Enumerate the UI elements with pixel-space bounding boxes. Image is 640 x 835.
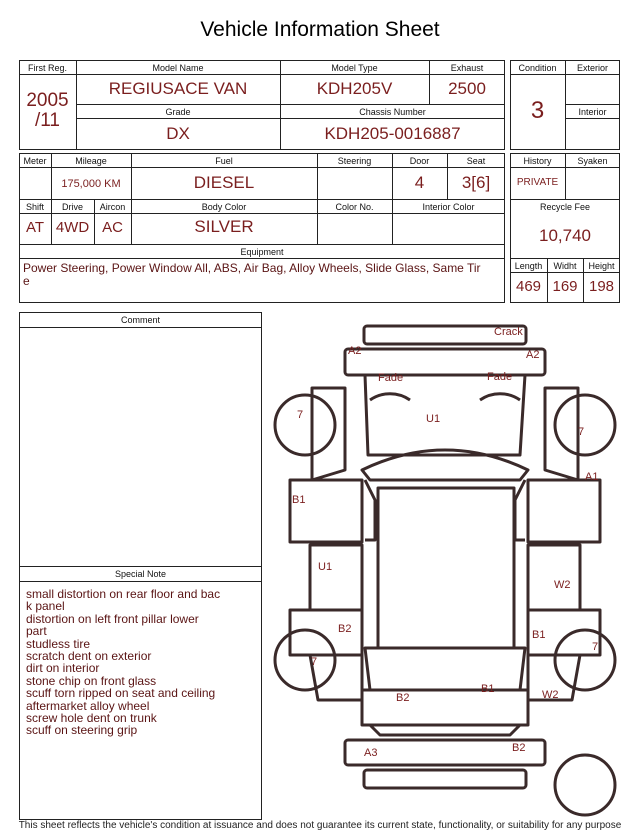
- disclaimer-footer: This sheet reflects the vehicle's condition at issuance and does not guarantee its current state, functionality, or suitability for any purpose: [18, 820, 622, 831]
- model-type-value: KDH205V: [316, 79, 393, 98]
- back-door: [362, 690, 528, 725]
- mark-wheel-fl: 7: [297, 409, 304, 421]
- mark-wheel-rl: 7: [311, 656, 318, 668]
- wheel-front-right: [555, 395, 615, 455]
- special-note-list: [26, 588, 258, 737]
- interior-color-label: Interior Color: [422, 202, 475, 212]
- right-front-fender: [545, 388, 578, 480]
- mark-w2-right: W2: [554, 579, 571, 591]
- equipment-line-1: Power Steering, Power Window All, ABS, Air Bag, Alloy Wheels, Slide Glass, Same Tir: [23, 261, 481, 275]
- steering-label: Steering: [337, 156, 372, 166]
- first-reg-month: /11: [34, 110, 60, 131]
- left-front-door: [290, 480, 362, 542]
- mark-w2-bottom: W2: [542, 689, 559, 701]
- left-front-fender: [312, 388, 345, 480]
- fuel-value: DIESEL: [193, 173, 255, 192]
- exterior-label: Exterior: [576, 63, 608, 73]
- chassis-number-label: Chassis Number: [359, 107, 426, 117]
- length-value: 469: [515, 278, 542, 295]
- mark-b1-right: B1: [532, 629, 546, 641]
- mark-wheel-rr: 7: [592, 641, 599, 653]
- special-note-item: aftermarket alloy wheel: [26, 698, 150, 713]
- exhaust-value: 2500: [448, 79, 486, 98]
- drive-value: 4WD: [55, 219, 90, 236]
- seat-label: Seat: [466, 156, 486, 166]
- syaken-label: Syaken: [577, 156, 608, 166]
- width-value: 169: [552, 278, 578, 295]
- recycle-fee-label: Recycle Fee: [539, 202, 591, 212]
- equipment-text: [23, 262, 503, 288]
- interior-label: Interior: [578, 107, 607, 117]
- drive-label: Drive: [61, 202, 83, 212]
- special-note-item: part: [26, 624, 47, 639]
- chassis-number-value: KDH205-0016887: [324, 124, 461, 143]
- door-value: 4: [414, 173, 425, 192]
- spare-wheel: [555, 755, 615, 815]
- mileage-value: 175,000 KM: [61, 178, 121, 190]
- equipment-line-2: e: [23, 274, 30, 288]
- condition-grade: 3: [530, 97, 545, 124]
- shift-value: AT: [25, 219, 45, 236]
- body-color-label: Body Color: [201, 202, 247, 212]
- wheel-rear-left: [275, 630, 335, 690]
- mark-b2-bottom: B2: [396, 692, 410, 704]
- right-inner-window: [515, 480, 525, 540]
- hood: [365, 375, 525, 455]
- mark-fade-right: Fade: [487, 371, 513, 383]
- mark-u1-top: U1: [426, 413, 441, 425]
- aircon-label: Aircon: [99, 202, 126, 212]
- condition-label: Condition: [518, 63, 557, 73]
- special-note-item: studless tire: [26, 636, 91, 651]
- vehicle-damage-diagram: [270, 318, 620, 818]
- model-type-label: Model Type: [331, 63, 378, 73]
- rear-step: [364, 770, 526, 788]
- history-value: PRIVATE: [516, 177, 559, 188]
- shift-label: Shift: [25, 202, 44, 212]
- mark-b1-bottom: B1: [481, 683, 495, 695]
- model-name-label: Model Name: [152, 63, 204, 73]
- history-label: History: [523, 156, 552, 166]
- special-note-item: scuff on steering grip: [26, 723, 138, 738]
- mark-wheel-fr: 7: [578, 426, 585, 438]
- right-slide-door: [528, 545, 580, 610]
- recycle-fee-value: 10,740: [539, 226, 591, 245]
- door-label: Door: [409, 156, 430, 166]
- rear-window: [365, 648, 525, 690]
- special-note-label: Special Note: [114, 569, 167, 579]
- special-note-item: screw hole dent on trunk: [26, 711, 157, 726]
- mark-b2-rear: B2: [512, 742, 526, 754]
- fuel-label: Fuel: [215, 156, 233, 166]
- mark-a2-left: A2: [348, 345, 362, 357]
- mark-a1: A1: [585, 471, 599, 483]
- grade-label: Grade: [165, 107, 191, 117]
- special-note-item: dirt on interior: [26, 661, 100, 676]
- width-label: Widht: [553, 261, 577, 271]
- mark-a3: A3: [364, 747, 378, 759]
- model-name-value: REGIUSACE VAN: [108, 79, 248, 98]
- length-label: Length: [514, 261, 543, 271]
- mark-b2-left: B2: [338, 623, 352, 635]
- mark-b1-left: B1: [292, 494, 306, 506]
- special-note-item: scratch dent on exterior: [26, 649, 152, 664]
- fade-left-arc: [370, 394, 410, 400]
- mark-a2-right: A2: [526, 349, 540, 361]
- front-panel: [345, 349, 545, 375]
- mileage-label: Mileage: [75, 156, 107, 166]
- special-note-item: small distortion on rear floor and bac: [26, 587, 221, 601]
- roof: [378, 488, 514, 648]
- fade-right-arc: [480, 394, 520, 400]
- mark-fade-left: Fade: [378, 372, 404, 384]
- wheel-rear-right: [555, 630, 615, 690]
- special-note-item: k panel: [26, 599, 65, 614]
- left-slide-door: [310, 545, 362, 610]
- first-reg-year: 2005: [26, 90, 69, 111]
- wheel-front-left: [275, 395, 335, 455]
- meter-label: Meter: [23, 156, 47, 166]
- special-note-item: scuff torn ripped on seat and ceiling: [26, 686, 216, 701]
- grade-value: DX: [166, 124, 190, 143]
- mark-u1-left: U1: [318, 561, 333, 573]
- height-value: 198: [588, 278, 615, 295]
- body-color-value: SILVER: [194, 217, 254, 236]
- mark-crack: Crack: [494, 326, 523, 338]
- right-front-door: [528, 480, 600, 542]
- exhaust-label: Exhaust: [450, 63, 484, 73]
- color-no-label: Color No.: [335, 202, 374, 212]
- seat-value: 3[6]: [461, 173, 491, 192]
- height-label: Height: [588, 261, 615, 271]
- comment-label: Comment: [120, 315, 160, 325]
- sheet-title: Vehicle Information Sheet: [200, 18, 440, 41]
- special-note-item: stone chip on front glass: [26, 673, 157, 688]
- first-reg-label: First Reg.: [27, 63, 67, 73]
- aircon-value: AC: [102, 219, 123, 236]
- equipment-label: Equipment: [240, 247, 284, 257]
- left-inner-window: [365, 480, 375, 540]
- special-note-item: distortion on left front pillar lower: [26, 611, 199, 626]
